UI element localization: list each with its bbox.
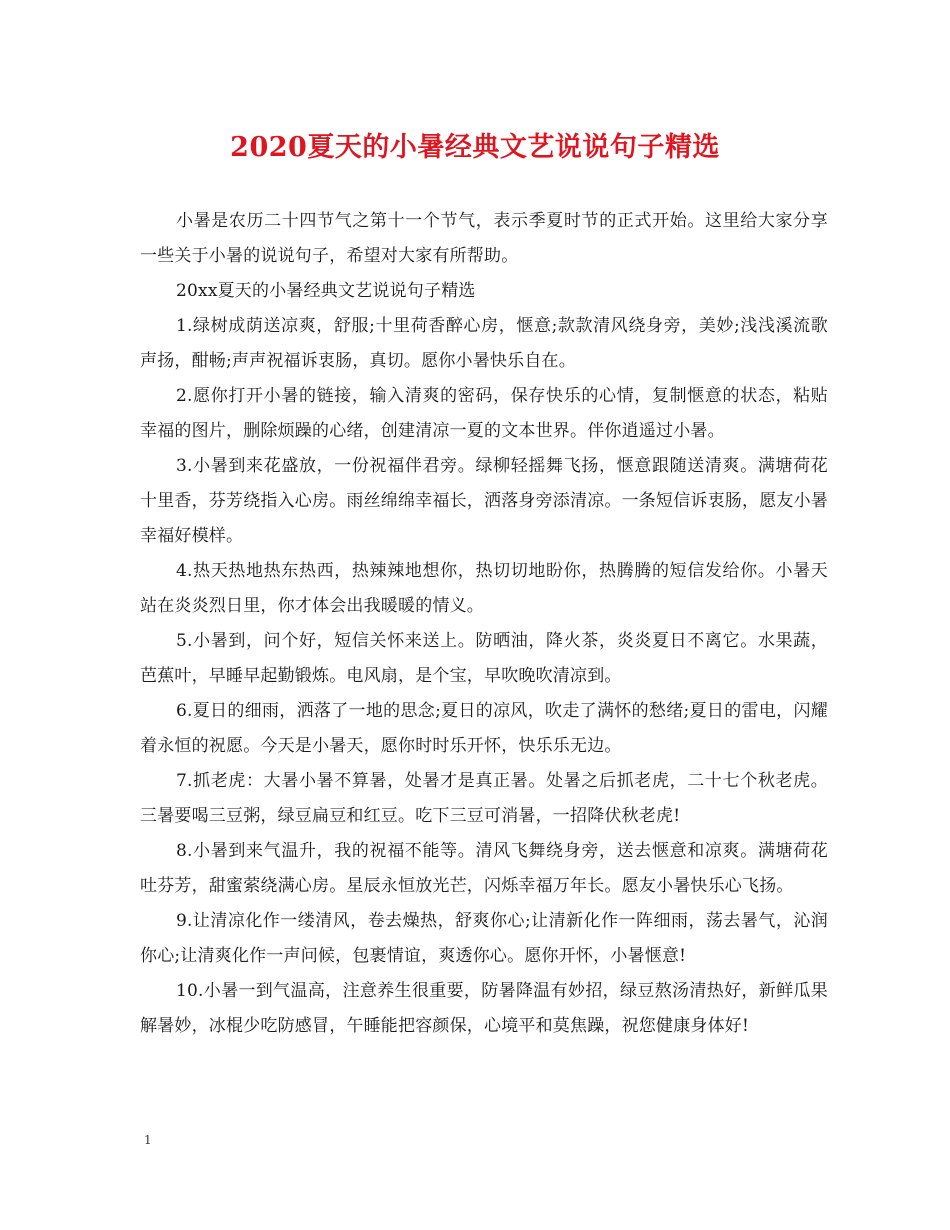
intro-paragraph: 小暑是农历二十四节气之第十一个节气，表示季夏时节的正式开始。这里给大家分享一些关于小暑的说说句子，希望对大家有所帮助。 bbox=[140, 211, 828, 266]
list-item-5: 5.小暑到，问个好，短信关怀来送上。防晒油，降火茶，炎炎夏日不离它。水果蔬，芭蕉叶，早睡早起勤锻炼。电风扇，是个宝，早吹晚吹清凉到。 bbox=[140, 631, 828, 686]
list-item-3: 3.小暑到来花盛放，一份祝福伴君旁。绿柳轻摇舞飞扬，惬意跟随送清爽。满塘荷花十里香，芬芳绕指入心房。雨丝绵绵幸福长，洒落身旁添清凉。一条短信诉衷肠，愿友小暑幸福好模样。 bbox=[140, 456, 828, 546]
list-item-10: 10.小暑一到气温高，注意养生很重要，防暑降温有妙招，绿豆熬汤清热好，新鲜瓜果解暑妙，冰棍少吃防感冒，午睡能把容颜保，心境平和莫焦躁，祝您健康身体好! bbox=[140, 981, 828, 1036]
list-item-6: 6.夏日的细雨，洒落了一地的思念;夏日的凉风，吹走了满怀的愁绪;夏日的雷电，闪耀着永恒的祝愿。今天是小暑天，愿你时时乐开怀，快乐乐无边。 bbox=[140, 701, 828, 756]
list-item-1: 1.绿树成荫送凉爽，舒服;十里荷香醉心房，惬意;款款清风绕身旁，美妙;浅浅溪流歌声扬，酣畅;声声祝福诉衷肠，真切。愿你小暑快乐自在。 bbox=[140, 316, 828, 371]
list-item-9: 9.让清凉化作一缕清风，卷去燥热，舒爽你心;让清新化作一阵细雨，荡去暑气，沁润你心;让清爽化作一声问候，包裹情谊，爽透你心。愿你开怀，小暑惬意! bbox=[140, 911, 828, 966]
page-title: 2020夏天的小暑经典文艺说说句子精选 bbox=[230, 132, 720, 163]
list-item-8: 8.小暑到来气温升，我的祝福不能等。清风飞舞绕身旁，送去惬意和凉爽。满塘荷花吐芬芳，甜蜜萦绕满心房。星辰永恒放光芒，闪烁幸福万年长。愿友小暑快乐心飞扬。 bbox=[140, 841, 828, 896]
page-number: 1 bbox=[144, 1133, 152, 1147]
list-item-2: 2.愿你打开小暑的链接，输入清爽的密码，保存快乐的心情，复制惬意的状态，粘贴幸福的图片，删除烦躁的心绪，创建清凉一夏的文本世界。伴你逍遥过小暑。 bbox=[140, 386, 828, 441]
section-heading: 20xx夏天的小暑经典文艺说说句子精选 bbox=[176, 281, 476, 301]
list-item-4: 4.热天热地热东热西，热辣辣地想你，热切切地盼你，热腾腾的短信发给你。小暑天站在炎炎烈日里，你才体会出我暖暖的情义。 bbox=[140, 561, 828, 616]
list-item-7: 7.抓老虎：大暑小暑不算暑，处暑才是真正暑。处暑之后抓老虎，二十七个秋老虎。三暑要喝三豆粥，绿豆扁豆和红豆。吃下三豆可消暑，一招降伏秋老虎! bbox=[140, 771, 828, 826]
document-body bbox=[140, 204, 828, 1044]
